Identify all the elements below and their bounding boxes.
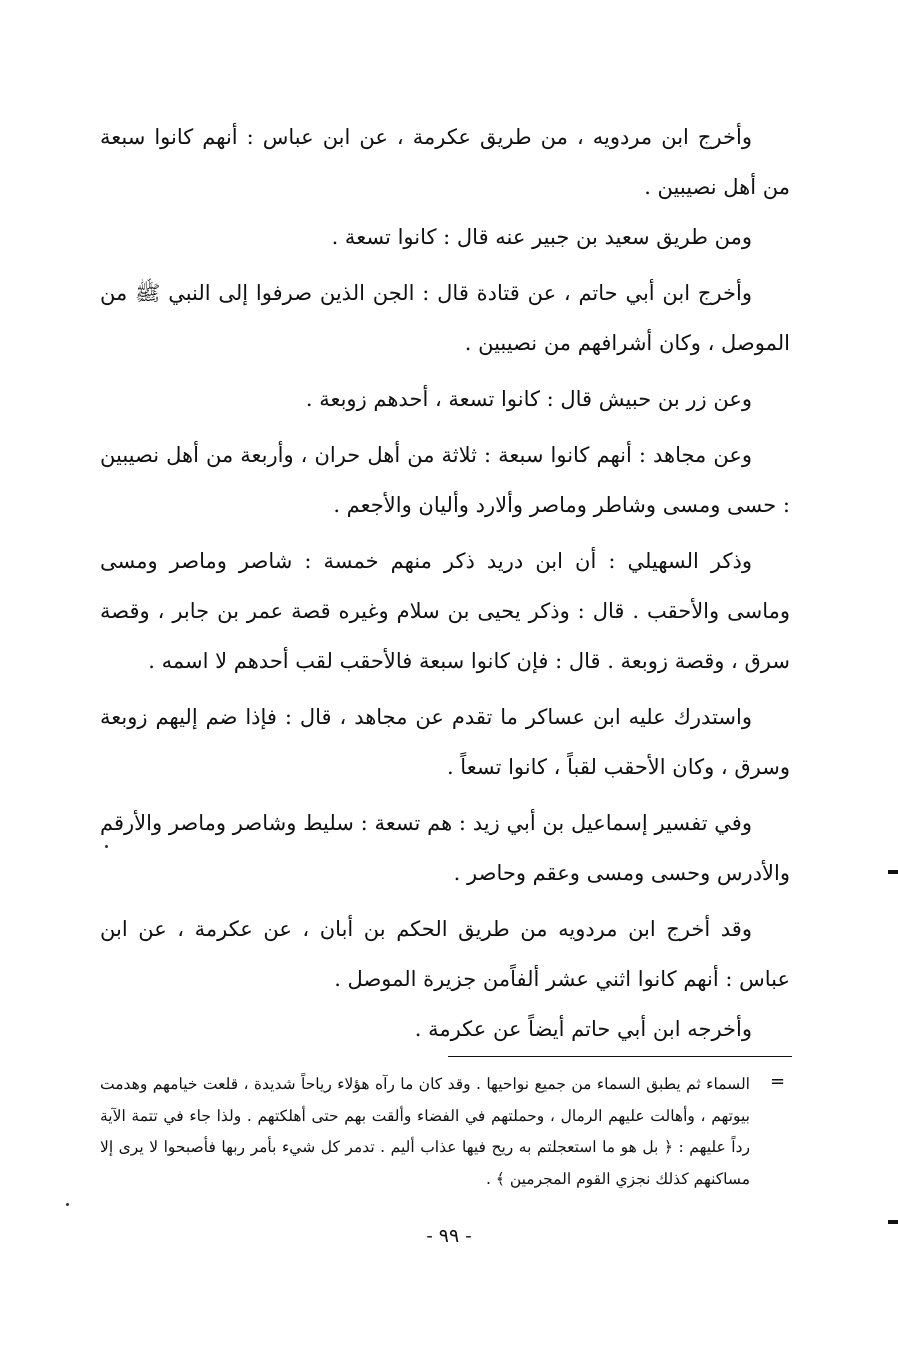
- paragraph: وذكر السهيلي : أن ابن دريد ذكر منهم خمسة : شاصر وماصر ومسى وماسى والأحقب . قال : وذكر يحيى بن سلام وغيره قصة عمر بن جابر ، وقصة سرق ، وقصة زوبعة . قال : فإن كانوا سبعة فالأحقب لقب أحدهم لا اسمه .: [100, 549, 790, 673]
- print-speck: [66, 1203, 69, 1206]
- margin-mark: [888, 870, 898, 874]
- main-text: [100, 112, 790, 1054]
- paragraph: وقد أخرج ابن مردويه من طريق الحكم بن أبان ، عن عكرمة ، عن ابن عباس : أنهم كانوا اثني عشر ألفاًمن جزيرة الموصل .: [100, 917, 790, 991]
- paragraph: وفي تفسير إسماعيل بن أبي زيد : هم تسعة : سليط وشاصر وماصر والأرقم والأدرس وحسى ومسى وعقم وحاصر .: [100, 811, 790, 885]
- footnote-divider: [448, 1056, 792, 1057]
- paragraph: وعن مجاهد : أنهم كانوا سبعة : ثلاثة من أهل حران ، وأربعة من أهل نصيبين : حسى ومسى وشاطر وماصر وألارد وأليان والأجعم .: [100, 443, 790, 517]
- footnote-text: السماء ثم يطبق السماء من جميع نواحيها . وقد كان ما رآه هؤلاء رياحاً شديدة ، قلعت خيامهم وهدمت بيوتهم ، وأهالت عليهم الرمال ، وحملتهم في الفضاء وألقت بهم حتى أهلكتهم . ولذا جاء في تتمة الآية رداً عليهم : ﴿ بل هو ما استعجلتم به ريح فيها عذاب أليم . تدمر كل شيء بأمر ربها فأصبحوا لا يرى إلا مساكنهم كذلك نجزي القوم المجرمين ﴾ .: [100, 1075, 750, 1188]
- paragraph: وأخرج ابن مردويه ، من طريق عكرمة ، عن ابن عباس : أنهم كانوا سبعة من أهل نصيبين .: [100, 125, 790, 199]
- print-speck: [105, 845, 108, 848]
- paragraph: ومن طريق سعيد بن جبير عنه قال : كانوا تسعة .: [331, 225, 752, 249]
- paragraph: واستدرك عليه ابن عساكر ما تقدم عن مجاهد ، قال : فإذا ضم إليهم زوبعة وسرق ، وكان الأحقب لقباً ، كانوا تسعاً .: [100, 705, 790, 779]
- paragraph: وأخرجه ابن أبي حاتم أيضاً عن عكرمة .: [414, 1017, 752, 1041]
- page-number: - ٩٩ -: [426, 1225, 472, 1247]
- paragraph: وأخرج ابن أبي حاتم ، عن قتادة قال : الجن الذين صرفوا إلى النبي ﷺ من الموصل ، وكان أشرافهم من نصيبين .: [100, 281, 790, 355]
- margin-mark: [888, 1220, 898, 1224]
- footnote-continuation-marker: =: [770, 1071, 786, 1092]
- paragraph: وعن زر بن حبيش قال : كانوا تسعة ، أحدهم زوبعة .: [305, 387, 752, 411]
